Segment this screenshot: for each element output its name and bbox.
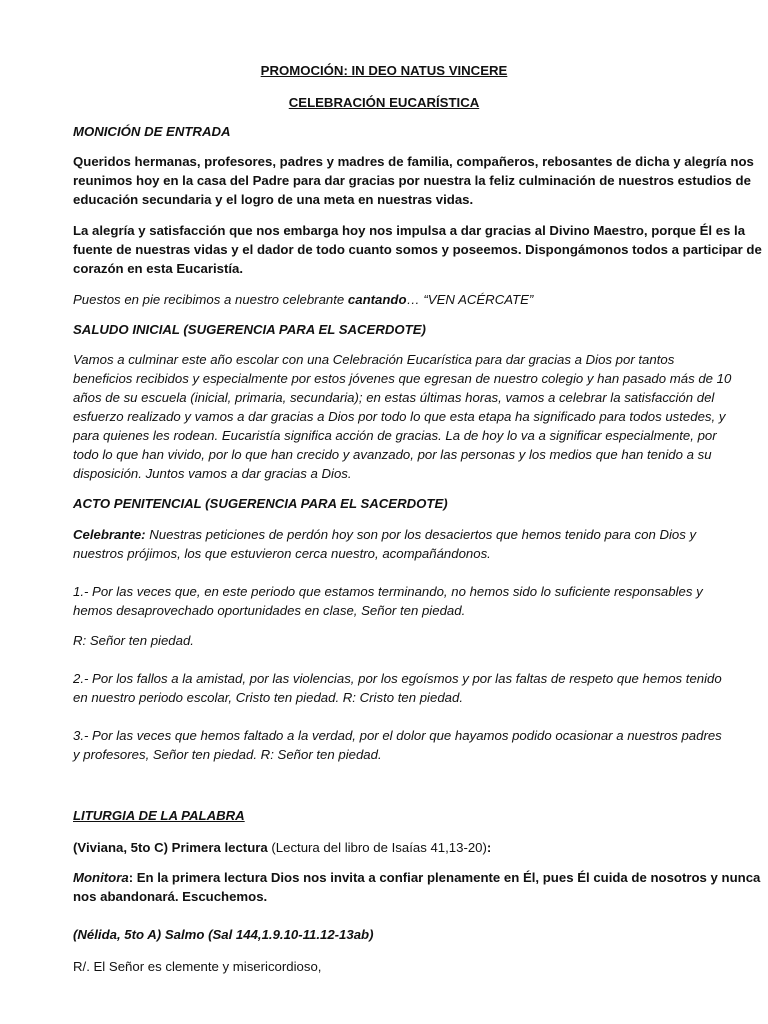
- text-span-bold: :: [486, 840, 492, 855]
- salmo-response: R/. El Señor es clemente y misericordioso,: [73, 959, 322, 974]
- paragraph-line: para quienes les rodean. Eucaristía significa acción de gracias. La de hoy lo va a significar especialmente, por: [73, 428, 717, 443]
- petition-line: 2.- Por los fallos a la amistad, por las violencias, por los egoísmos y por las faltas de respeto que hemos tenido: [73, 671, 722, 686]
- document-title: PROMOCIÓN: IN DEO NATUS VINCERE: [260, 63, 508, 78]
- section-heading-acto: ACTO PENITENCIAL (SUGERENCIA PARA EL SACERDOTE): [73, 496, 448, 511]
- paragraph-line: corazón en esta Eucaristía.: [73, 261, 244, 276]
- paragraph-line: disposición. Juntos vamos a dar gracias a Dios.: [73, 466, 352, 481]
- paragraph-line: todo lo que han vivido, por lo que han crecido y avanzado, por las personas y los medios que han tenido a su: [73, 447, 712, 462]
- paragraph-line: Queridos hermanas, profesores, padres y madres de familia, compañeros, rebosantes de dicha y alegría nos: [73, 154, 754, 169]
- text-span-bold: cantando: [347, 292, 407, 307]
- section-heading-saludo: SALUDO INICIAL (SUGERENCIA PARA EL SACERDOTE): [73, 322, 426, 337]
- document-subtitle: CELEBRACIÓN EUCARÍSTICA: [288, 95, 480, 110]
- paragraph-line: años de su escuela (inicial, primaria, secundaria); en estas últimas horas, vamos a celebrar la satisfacción del: [73, 390, 715, 405]
- paragraph-line: reunimos hoy en la casa del Padre para dar gracias por nuestra la feliz culminación de nuestros estudios de: [73, 173, 751, 188]
- section-heading-liturgia: LITURGIA DE LA PALABRA: [73, 808, 245, 823]
- paragraph-line: nos abandonará. Escuchemos.: [73, 889, 268, 904]
- monitora-label: Monitora: [73, 870, 129, 885]
- celebrante-line: [73, 525, 713, 544]
- text-span-bold: (Viviana, 5to C) Primera lectura: [73, 840, 272, 855]
- paragraph-line: La alegría y satisfacción que nos embarga hoy nos impulsa a dar gracias al Divino Maestro, porque Él es la: [73, 223, 746, 238]
- lectura-line: [73, 838, 713, 857]
- text-span: Puestos en pie recibimos a nuestro celebrante: [73, 292, 348, 307]
- text-span: Nuestras peticiones de perdón hoy son por los desaciertos que hemos tenido para con Dios y: [145, 527, 697, 542]
- celebrante-label: Celebrante:: [73, 527, 146, 542]
- paragraph-line: Vamos a culminar este año escolar con una Celebración Eucarística para dar gracias a Dios por tantos: [73, 352, 675, 367]
- text-span: (Lectura del libro de Isaías 41,13-20): [271, 840, 487, 855]
- text-span: : En la primera lectura Dios nos invita a confiar plenamente en Él, pues Él cuida de nosotros y nunca: [128, 870, 761, 885]
- paragraph-line: esfuerzo realizado y vamos a dar gracias a Dios por todo lo que esta etapa ha significado para todos ustedes, y: [73, 409, 726, 424]
- petition-line: y profesores, Señor ten piedad. R: Señor ten piedad.: [73, 747, 382, 762]
- section-heading-monicion: MONICIÓN DE ENTRADA: [73, 124, 231, 139]
- petition-line: 3.- Por las veces que hemos faltado a la verdad, por el dolor que hayamos podido ocasionar a nuestros padres: [73, 728, 722, 743]
- paragraph-line: fuente de nuestras vidas y el dador de todo cuanto somos y poseemos. Dispongámonos todos a participar de: [73, 242, 762, 257]
- petition-line: 1.- Por las veces que, en este periodo que estamos terminando, no hemos sido lo suficiente responsables y: [73, 584, 703, 599]
- salmo-line: (Nélida, 5to A) Salmo (Sal 144,1.9.10-11.12-13ab): [73, 927, 374, 942]
- paragraph-line: nuestros prójimos, los que estuvieron cerca nuestro, acompañándonos.: [73, 546, 491, 561]
- monitora-line: [73, 868, 761, 887]
- text-span: … “VEN ACÉRCATE”: [406, 292, 534, 307]
- entrance-instruction: [73, 290, 713, 309]
- petition-line: hemos desaprovechado oportunidades en clase, Señor ten piedad.: [73, 603, 466, 618]
- paragraph-line: educación secundaria y el logro de una meta en nuestras vidas.: [73, 192, 474, 207]
- paragraph-line: beneficios recibidos y especialmente por estos jóvenes que egresan de nuestro colegio y han pasado más de 10: [73, 371, 732, 386]
- petition-line: en nuestro periodo escolar, Cristo ten piedad. R: Cristo ten piedad.: [73, 690, 463, 705]
- response-line: R: Señor ten piedad.: [73, 633, 194, 648]
